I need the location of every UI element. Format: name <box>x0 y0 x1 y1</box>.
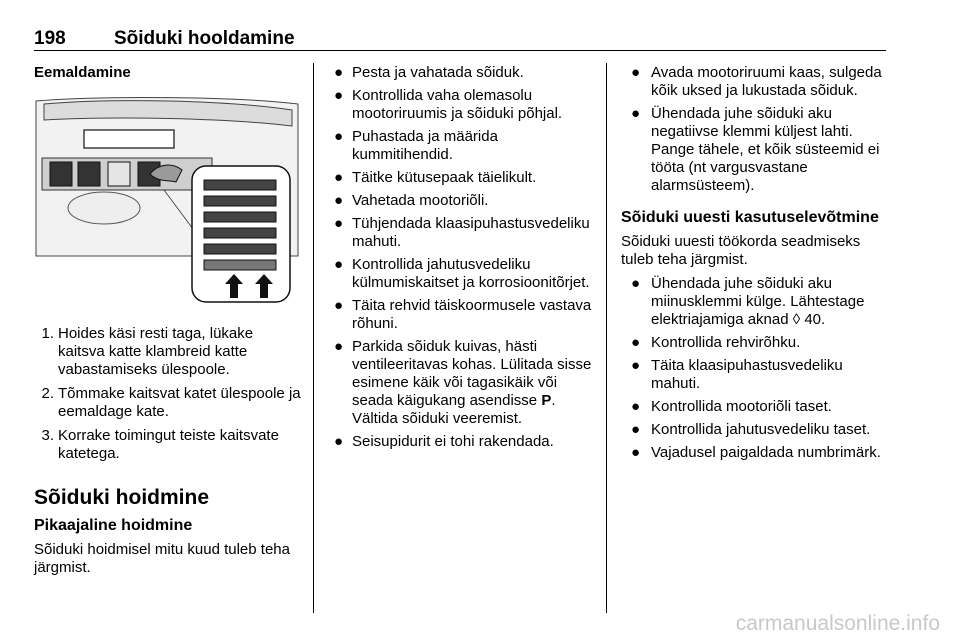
list-item: ● Parkida sõiduk kuivas, hästi ventileeritavas kohas. Lülitada sisse esimene käik või tagasikäik või seada käigukang asendisse P. Vältida sõiduki veeremist. <box>334 338 592 427</box>
list-item: 3 . Korrake toimingut teiste kaitsvate katetega. <box>34 427 302 463</box>
storage-checklist-continued <box>621 64 889 195</box>
list-item: 1 . Hoides käsi resti taga, lükake kaitsva katte klambreid katte vabastamiseks ülespoole. <box>34 325 302 379</box>
page-header <box>34 28 886 50</box>
list-item: ● Ühendada juhe sõiduki aku miinusklemmi külge. Lähtestage elektriajamiga aknad ◊ 40. <box>631 275 865 328</box>
list-item: ● Vahetada mootoriõli. <box>334 192 489 209</box>
list-item: 2 . Tõmmake kaitsvat katet ülespoole ja eemaldage kate. <box>34 385 302 421</box>
column-divider-2 <box>606 63 607 613</box>
removal-heading: Eemaldamine <box>34 64 131 81</box>
section-heading: Sõiduki uuesti kasutuselevõtmine <box>621 209 879 226</box>
list-item: ● Puhastada ja määrida kummitihendid. <box>334 128 498 163</box>
list-item: ● Täita rehvid täiskoormusele vastava rõhuni. <box>334 297 592 332</box>
column-2 <box>328 64 594 456</box>
list-item: ● Ühendada juhe sõiduki aku negatiivse klemmi küljest lahti. Pange tähele, et kõik süsteemid ei tööta (nt vargusvastane alarmsüsteem). <box>631 105 880 194</box>
list-item: ● Kontrollida mootoriõli taset. <box>631 398 832 415</box>
list-item: ● Kontrollida jahutusvedeliku taset. <box>631 421 871 438</box>
chapter-title: Sõiduki hooldamine <box>114 28 295 49</box>
header-rule <box>34 50 886 51</box>
intro-paragraph: Sõiduki hoidmisel mitu kuud tuleb teha järgmist. <box>34 541 290 576</box>
page-reference[interactable]: 40 <box>804 311 822 328</box>
page-reference-icon: ◊ <box>792 311 801 328</box>
watermark: carmanualsonline.info <box>735 612 940 635</box>
column-3 <box>621 64 889 467</box>
list-item: ● Seisupidurit ei tohi rakendada. <box>334 433 554 450</box>
list-item: ● Kontrollida rehvirõhku. <box>631 334 801 351</box>
storage-checklist <box>328 64 594 451</box>
list-item: ● Täita klaasipuhastusvedeliku mahuti. <box>631 357 843 392</box>
list-item: ● Tühjendada klaasipuhastusvedeliku mahuti. <box>334 215 590 250</box>
recommission-intro: Sõiduki uuesti töökorda seadmiseks tuleb teha järgmist. <box>621 233 861 268</box>
list-item: ● Vajadusel paigaldada numbrimärk. <box>631 444 881 461</box>
list-item: ● Kontrollida jahutusvedeliku külmumiskaitset ja korrosioonitõrjet. <box>334 256 590 291</box>
column-1 <box>34 64 302 583</box>
column-divider-1 <box>313 63 314 613</box>
page-number: 198 <box>34 28 66 49</box>
list-item: ● Kontrollida vaha olemasolu mootoriruumis ja sõiduki põhjal. <box>334 87 563 122</box>
subsection-heading: Pikaajaline hoidmine <box>34 517 193 534</box>
recommission-checklist <box>621 275 889 462</box>
bumper-cover-illustration <box>34 96 300 306</box>
gear-position-p: P <box>541 392 552 409</box>
removal-steps <box>34 325 302 463</box>
list-item: ● Täitke kütusepaak täielikult. <box>334 169 537 186</box>
section-heading: Sõiduki hoidmine <box>34 486 210 509</box>
list-item: ● Avada mootoriruumi kaas, sulgeda kõik uksed ja lukustada sõiduk. <box>631 64 882 99</box>
list-item: ● Pesta ja vahatada sõiduk. <box>334 64 524 81</box>
